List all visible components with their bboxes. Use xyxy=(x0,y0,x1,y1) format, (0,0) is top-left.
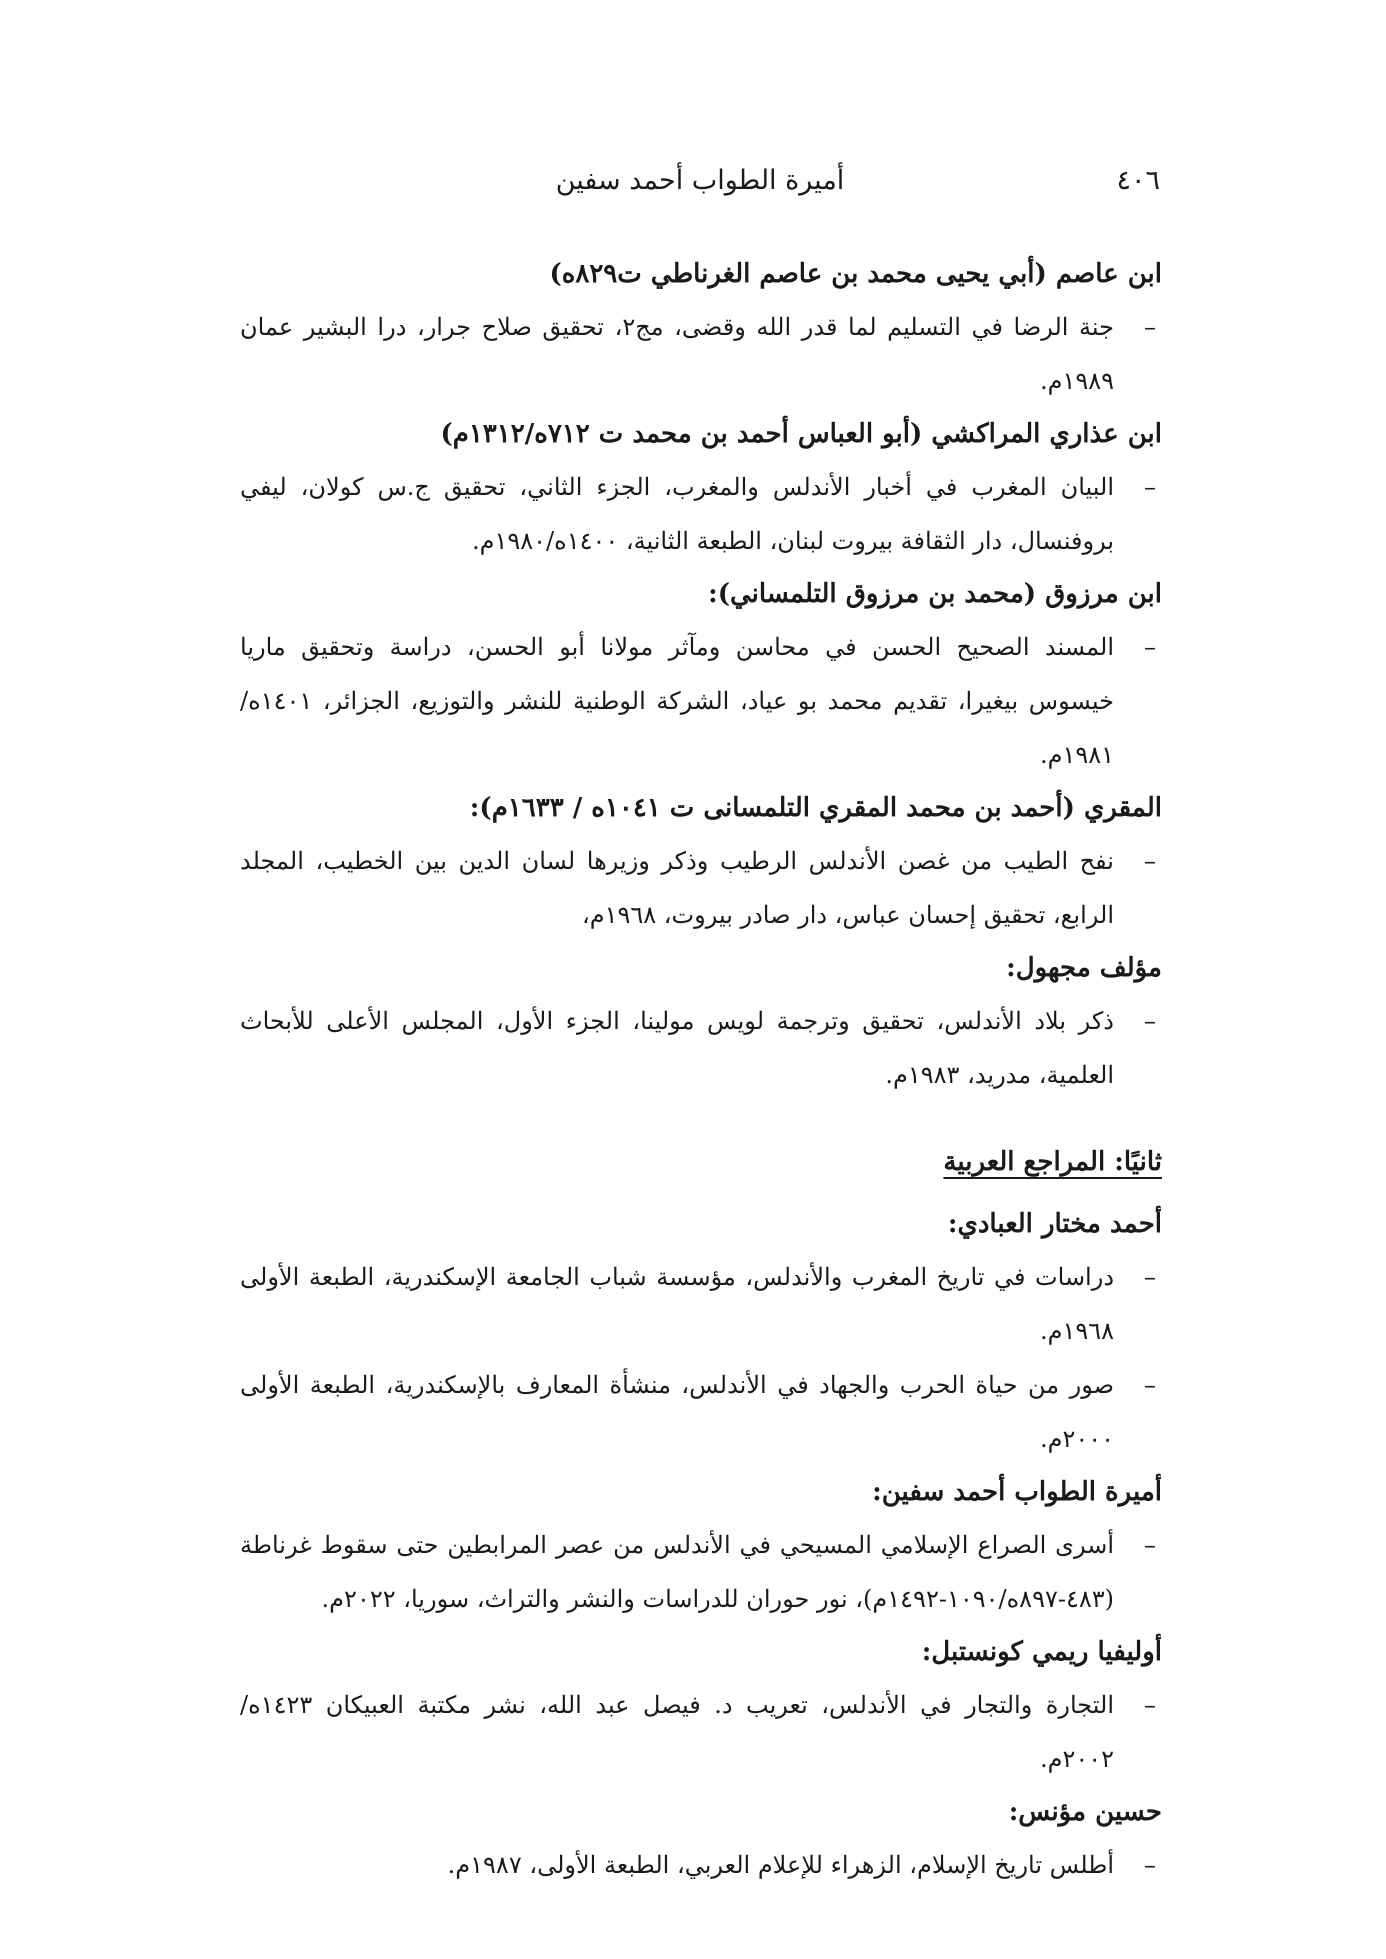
running-title: أميرة الطواب أحمد سفين xyxy=(555,165,845,196)
reference-entry xyxy=(240,300,1162,408)
reference-entry xyxy=(240,1518,1162,1626)
list-dash: – xyxy=(1144,1851,1156,1879)
reference-text: أسرى الصراع الإسلامي المسيحي في الأندلس من عصر المرابطين حتى سقوط غرناطة (٤٨٣-٨٩٧ه/١٠٩٠-١٤٩٢م)، نور حوران للدراسات والنشر والتراث، سوريا، ٢٠٢٢م. xyxy=(240,1531,1114,1613)
reference-entry xyxy=(240,620,1162,782)
author-heading: أحمد مختار العبادي: xyxy=(947,1209,1162,1239)
author-heading: ابن مرزوق (محمد بن مرزوق التلمساني): xyxy=(708,579,1162,609)
list-dash: – xyxy=(1144,1371,1156,1399)
list-dash: – xyxy=(1144,313,1156,341)
page-header xyxy=(240,165,1160,209)
reference-text: التجارة والتجار في الأندلس، تعريب د. فيصل عبد الله، نشر مكتبة العبيكان ١٤٢٣ه/٢٠٠٢م. xyxy=(240,1691,1114,1773)
reference-text: جنة الرضا في التسليم لما قدر الله وقضى، مج٢، تحقيق صلاح جرار، درا البشير عمان ١٩٨٩م. xyxy=(240,313,1114,395)
author-heading: أوليفيا ريمي كونستبل: xyxy=(921,1637,1162,1667)
reference-entry xyxy=(240,994,1162,1102)
reference-text: أطلس تاريخ الإسلام، الزهراء للإعلام العربي، الطبعة الأولى، ١٩٨٧م. xyxy=(447,1851,1114,1879)
author-heading: مؤلف مجهول: xyxy=(1006,953,1162,983)
reference-text: دراسات في تاريخ المغرب والأندلس، مؤسسة شباب الجامعة الإسكندرية، الطبعة الأولى ١٩٦٨م. xyxy=(240,1263,1114,1345)
reference-text: البيان المغرب في أخبار الأندلس والمغرب، الجزء الثاني، تحقيق ج.س كولان، ليفي بروفنسال، دار الثقافة بيروت لبنان، الطبعة الثانية، ١٤٠٠ه/١٩٨٠م. xyxy=(240,473,1114,555)
reference-text: المسند الصحيح الحسن في محاسن ومآثر مولانا أبو الحسن، دراسة وتحقيق ماريا خيسوس بيغيرا، تقديم محمد بو عياد، الشركة الوطنية للنشر والتوزيع، الجزائر، ١٤٠١ه/١٩٨١م. xyxy=(240,633,1114,769)
author-heading: ابن عاصم (أبي يحيى محمد بن عاصم الغرناطي ت٨٢٩ه) xyxy=(549,259,1162,289)
reference-entry xyxy=(240,1838,1162,1892)
author-heading: ابن عذاري المراكشي (أبو العباس أحمد بن محمد ت ٧١٢ه/١٣١٢م) xyxy=(440,419,1162,449)
reference-entry xyxy=(240,1358,1162,1466)
author-heading: حسين مؤنس: xyxy=(1008,1797,1162,1827)
list-dash: – xyxy=(1144,1007,1156,1035)
reference-entry xyxy=(240,1678,1162,1786)
reference-entry xyxy=(240,834,1162,942)
page-number: ٤٠٦ xyxy=(1116,165,1160,196)
reference-entry xyxy=(240,1250,1162,1358)
author-heading: أميرة الطواب أحمد سفين: xyxy=(872,1477,1162,1507)
reference-text: نفح الطيب من غصن الأندلس الرطيب وذكر وزيرها لسان الدين بين الخطيب، المجلد الرابع، تحقيق إحسان عباس، دار صادر بيروت، ١٩٦٨م، xyxy=(240,847,1114,929)
list-dash: – xyxy=(1144,1531,1156,1559)
reference-entry xyxy=(240,460,1162,568)
list-dash: – xyxy=(1144,1691,1156,1719)
section-title: ثانيًا: المراجع العربية xyxy=(943,1147,1162,1177)
reference-text: ذكر بلاد الأندلس، تحقيق وترجمة لويس مولينا، الجزء الأول، المجلس الأعلى للأبحاث العلمية، مدريد، ١٩٨٣م. xyxy=(240,1007,1114,1089)
list-dash: – xyxy=(1144,473,1156,501)
reference-text: صور من حياة الحرب والجهاد في الأندلس، منشأة المعارف بالإسكندرية، الطبعة الأولى ٢٠٠٠م. xyxy=(240,1371,1114,1453)
author-heading: المقري (أحمد بن محمد المقري التلمسانى ت ١٠٤١ه / ١٦٣٣م): xyxy=(469,793,1162,823)
list-dash: – xyxy=(1144,847,1156,875)
bibliography-content xyxy=(240,248,1162,1892)
list-dash: – xyxy=(1144,633,1156,661)
list-dash: – xyxy=(1144,1263,1156,1291)
